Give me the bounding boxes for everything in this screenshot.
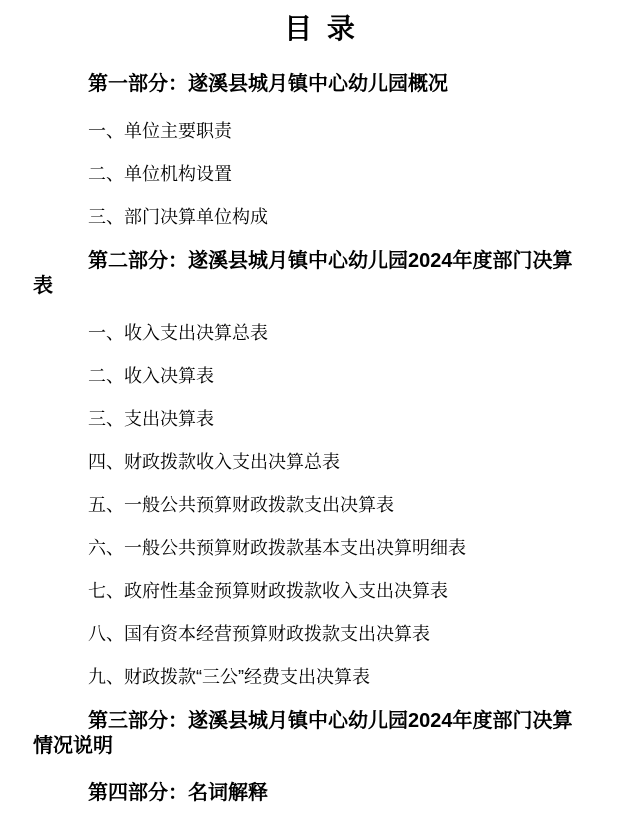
toc-section-2: [0, 249, 640, 687]
toc-item: 一、收入支出决算总表: [88, 323, 268, 343]
section-3-heading: 第三部分：遂溪县城月镇中心幼儿园2024年度部门决算情况说明: [33, 710, 573, 757]
toc-title: 目 录: [284, 13, 356, 44]
toc-item-list: [88, 121, 640, 227]
toc-item: 三、支出决算表: [88, 409, 214, 429]
toc-item: 一、单位主要职责: [88, 121, 232, 141]
toc-item: 五、一般公共预算财政拨款支出决算表: [88, 495, 394, 515]
toc-item: 六、一般公共预算财政拨款基本支出决算明细表: [88, 538, 466, 558]
toc-item: 九、财政拨款“三公”经费支出决算表: [88, 667, 370, 687]
toc-item: 二、单位机构设置: [88, 164, 232, 184]
toc-item: 三、部门决算单位构成: [88, 207, 268, 227]
toc-section-3: [0, 709, 640, 759]
toc-item: 八、国有资本经营预算财政拨款支出决算表: [88, 624, 430, 644]
toc-item: 二、收入决算表: [88, 366, 214, 386]
toc-item: 七、政府性基金预算财政拨款收入支出决算表: [88, 581, 448, 601]
toc-section-1: [0, 72, 640, 227]
toc-item-list: [88, 323, 640, 687]
section-2-heading: 第二部分：遂溪县城月镇中心幼儿园2024年度部门决算表: [33, 250, 573, 297]
section-4-heading: 第四部分：名词解释: [88, 782, 268, 804]
toc-item: 四、财政拨款收入支出决算总表: [88, 452, 340, 472]
section-1-heading: 第一部分：遂溪县城月镇中心幼儿园概况: [88, 73, 448, 95]
toc-section-4: [0, 781, 640, 806]
